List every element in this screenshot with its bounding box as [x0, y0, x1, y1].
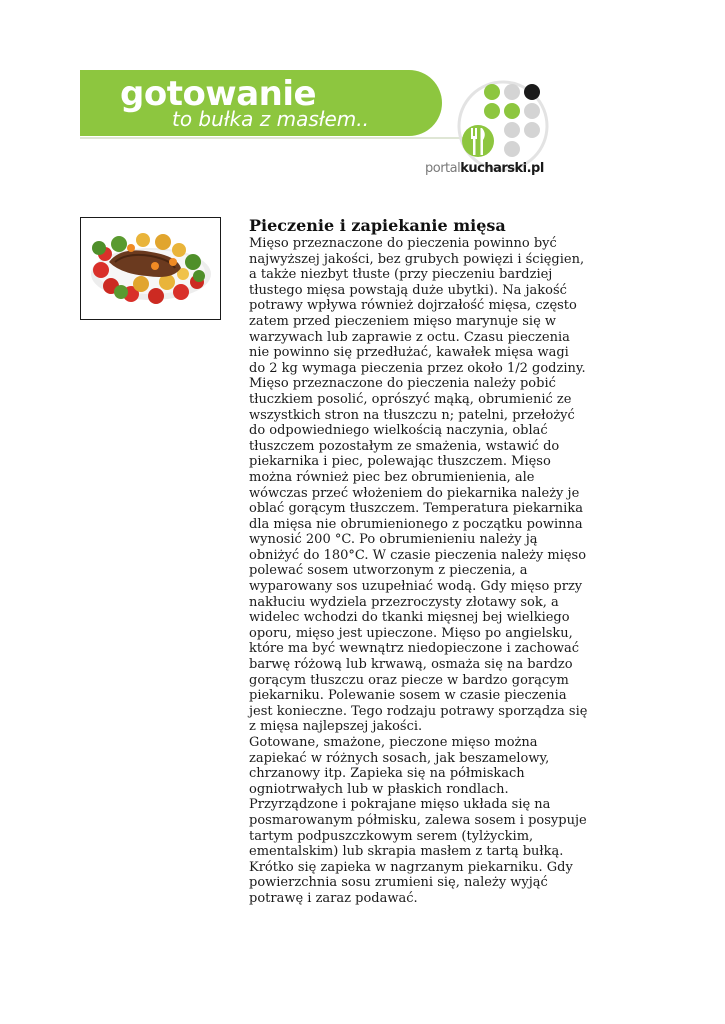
header-underline — [80, 137, 480, 139]
header-banner — [80, 70, 442, 136]
logo-dot — [524, 103, 540, 119]
logo-dot — [504, 84, 520, 100]
fork-knife-icon — [461, 120, 495, 162]
article-paragraph: Gotowane, smażone, pieczone mięso można zapiekać w różnych sosach, jak beszamelowy, chrzanowy itp. Zapieka się na półmiskach ogniotrwałych lub w płaskich rondlach. Przyrządzone i pokrajane mięso układa się na posmarowanym półmisku, zalewa sosem i posypuje tartym podpuszczkowym serem (tylżyckim, ementalskim) lub skrapia masłem z tartą bułką. Krótko się zapieka w nagrzanym piekarniku. Gdy powierzchnia sosu zrumieni się, należy wyjąć potrawę i zaraz podawać. — [249, 735, 587, 906]
logo-dot — [524, 84, 540, 100]
portal-logo — [455, 78, 550, 173]
logo-dot — [504, 141, 520, 157]
roast-meat-platter-photo — [81, 218, 220, 319]
article-paragraph: Mięso przeznaczone do pieczenia powinno być najwyższej jakości, bez grubych powięzi i ścięgien, a także niezbyt tłuste (przy pieczeniu bardziej tłustego mięsa powstają duże ubytki). Na jakość potrawy wpływa również dojrzałość mięsa, często zatem przed pieczeniem mięso marynuje się w warzywach lub zaprawie z octu. Czasu pieczenia nie powinno się przedłużać, kawałek mięsa wagi do 2 kg wymaga pieczenia przez około 1/2 godziny. Mięso przeznaczone do pieczenia należy pobić tłuczkiem posolić, oprószyć mąką, obrumienić ze wszystkich stron na tłuszczu n; patelni, przełożyć do odpowiedniego wielkością naczynia, oblać tłuszczem pozostałym ze smażenia, wstawić do piekarnika i piec, polewając tłuszczem. Mięso można również piec bez obrumienienia, ale wówczas przeć włożeniem do piekarnika należy je oblać gorącym tłuszczem. Temperatura piekarnika dla mięsa nie obrumienionego z początku powinna wynosić 200 °C. Po obrumienieniu należy ją obniżyć do 180°C. W czasie pieczenia należy mięso polewać sosem utworzonym z pieczenia, a wyparowany sos uzupełniać wodą. Gdy mięso przy nakłuciu wydziela przezroczysty złotawy sok, a widelec wchodzi do tkanki mięsnej bej wielkiego oporu, mięso jest upieczone. Mięso po angielsku, które ma być wewnątrz niedopieczone i zachować barwę różową lub krwawą, osmaża się na bardzo gorącym tłuszczu oraz piecze w bardzo gorącym piekarniku. Polewanie sosem w czasie pieczenia jest konieczne. Tego rodzaju potrawy sporządza się z mięsa najlepszej jakości. — [249, 236, 588, 735]
article — [249, 216, 589, 907]
logo-dot — [504, 122, 520, 138]
logo-dot — [524, 122, 540, 138]
brand-bold: kucharski.pl — [460, 161, 544, 176]
article-title: Pieczenie i zapiekanie mięsa — [249, 216, 506, 235]
banner-title: gotowanie — [120, 74, 317, 114]
banner-subtitle: to bułka z masłem.. — [172, 107, 370, 131]
logo-dot — [484, 84, 500, 100]
article-photo — [80, 217, 221, 320]
logo-dot — [504, 103, 520, 119]
logo-dot — [484, 103, 500, 119]
portal-brand — [425, 161, 544, 176]
brand-light: portal — [425, 161, 461, 176]
